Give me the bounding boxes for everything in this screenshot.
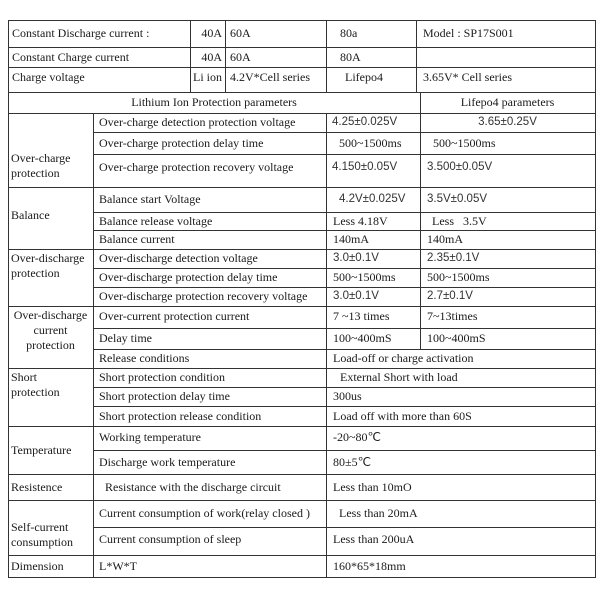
group-balance: Balance: [11, 207, 50, 222]
group-dimension: Dimension: [11, 558, 64, 573]
param-row: Current consumption of sleep: [99, 531, 242, 546]
param-row: Discharge work temperature: [99, 454, 236, 469]
li-value: 4.150±0.05V: [332, 160, 398, 173]
param-row: Delay time: [99, 331, 152, 345]
charge-label: Constant Charge current: [12, 49, 130, 64]
combined-value: 80±5℃: [333, 454, 372, 469]
li-value: 3.0±0.1V: [333, 252, 379, 265]
lfp-value: 500~1500ms: [433, 135, 496, 150]
li-value: 500~1500ms: [333, 270, 396, 284]
combined-value: Less than 20mA: [339, 506, 418, 520]
charge-v1: 40A: [201, 49, 222, 64]
param-row: Short protection release condition: [99, 408, 262, 423]
li-value: 140mA: [333, 232, 369, 246]
li-value: 3.0±0.1V: [333, 290, 379, 303]
param-row: Working temperature: [99, 429, 201, 444]
lfp-value: 100~400mS: [427, 331, 486, 345]
lfp-value: 500~1500ms: [427, 270, 490, 284]
charge-v3: 80A: [340, 49, 361, 64]
li-value: 100~400mS: [333, 331, 392, 345]
voltage-label: Charge voltage: [12, 69, 85, 84]
combined-value: Load-off or charge activation: [333, 351, 474, 365]
discharge-v2: 60A: [230, 26, 251, 40]
param-row: Over-discharge protection delay time: [99, 270, 278, 284]
li-value: Less 4.18V: [333, 213, 388, 228]
li-value: 500~1500ms: [339, 135, 402, 150]
param-row: Current consumption of work(relay closed ): [99, 506, 310, 520]
discharge-v3: 80a: [340, 26, 358, 40]
param-row: Balance start Voltage: [99, 192, 201, 206]
group-overdischarge: Over-discharge protection: [11, 251, 85, 280]
group-temperature: Temperature: [11, 442, 72, 457]
lfp-value: 140mA: [427, 232, 463, 246]
voltage-v1: Li ion: [193, 69, 222, 84]
param-row: Resistance with the discharge circuit: [105, 479, 281, 494]
lfp-value: 2.35±0.1V: [427, 252, 480, 265]
param-row: Over-discharge protection recovery voltage: [99, 289, 308, 303]
combined-value: 160*65*18mm: [333, 558, 406, 573]
discharge-label: Constant Discharge current :: [12, 26, 150, 40]
lfp-value: 2.7±0.1V: [427, 290, 473, 303]
lfp-value: Less 3.5V: [432, 213, 487, 228]
param-row: Over-discharge detection voltage: [99, 251, 258, 265]
combined-value: -20~80℃: [333, 429, 381, 444]
group-resistance: Resistence: [11, 479, 63, 494]
param-row: Short protection delay time: [99, 389, 230, 403]
li-value: 7 ~13 times: [333, 308, 390, 323]
group-short: Short protection: [11, 370, 60, 399]
group-overcurrent: Over-discharge current protection: [13, 308, 88, 352]
param-row: L*W*T: [99, 558, 137, 573]
combined-value: Less than 10mO: [333, 479, 412, 494]
voltage-v3: Lifepo4: [345, 69, 383, 84]
param-row: Over-charge detection protection voltage: [99, 115, 296, 129]
combined-value: External Short with load: [340, 370, 458, 384]
discharge-v1: 40A: [201, 26, 222, 40]
param-row: Over-charge protection delay time: [99, 135, 264, 150]
lifepo4-header: Lifepo4 parameters: [460, 95, 555, 109]
param-row: Balance current: [99, 232, 175, 246]
lfp-value: 3.5V±0.05V: [427, 193, 488, 206]
model-number: Model : SP17S001: [423, 26, 514, 40]
group-overcharge: Over-charge protection: [11, 151, 71, 180]
param-row: Balance release voltage: [99, 213, 213, 228]
combined-value: Load off with more than 60S: [333, 408, 472, 423]
param-row: Release conditions: [99, 351, 190, 365]
lfp-value: 7~13times: [427, 308, 478, 323]
group-selfcurrent: Self-current consumption: [11, 520, 73, 549]
li-ion-header: Lithium Ion Protection parameters: [131, 95, 297, 109]
param-row: Over-current protection current: [99, 308, 250, 323]
combined-value: Less than 200uA: [333, 531, 415, 546]
voltage-v2: 4.2V*Cell series: [230, 69, 310, 84]
param-row: Over-charge protection recovery voltage: [99, 159, 294, 174]
lfp-value: 3.65±0.25V: [478, 116, 537, 129]
voltage-lifepo4: 3.65V* Cell series: [423, 69, 512, 84]
lfp-value: 3.500±0.05V: [427, 160, 493, 173]
charge-v2: 60A: [230, 49, 251, 64]
combined-value: 300us: [333, 389, 362, 403]
li-value: 4.25±0.025V: [332, 116, 398, 129]
li-value: 4.2V±0.025V: [339, 193, 406, 206]
param-row: Short protection condition: [99, 370, 225, 384]
